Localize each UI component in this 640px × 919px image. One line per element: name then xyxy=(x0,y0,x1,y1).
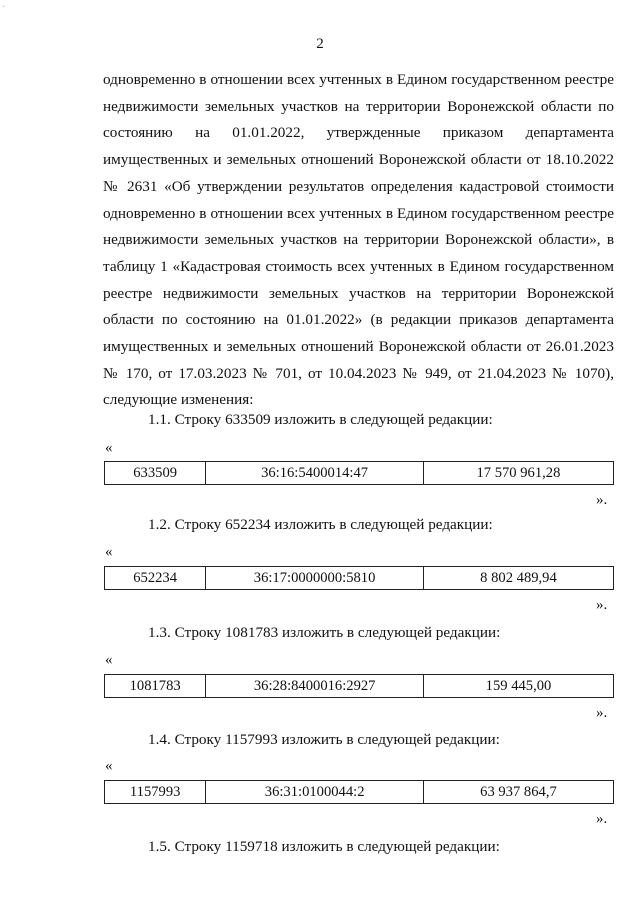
page-number: 2 xyxy=(316,36,324,52)
scan-mark: ˇ xyxy=(2,4,5,14)
quote-close: ». xyxy=(596,492,608,508)
table-row xyxy=(104,566,614,590)
body-paragraph: одновременно в отношении всех учтенных в Едином государственном реестре недвижимости земельных участков на территории Воронежской области по состоянию на 01.01.2022, утвержденные приказом департамента имущественных и земельных отношений Воронежской области от 18.10.2022 № 2631 «Об утверждении результатов определения кадастровой стоимости одновременно в отношении всех учтенных в Едином государственном реестре недвижимости земельных участков на территории Воронежской области», в таблицу 1 «Кадастровая стоимость всех учтенных в Едином государственном реестре недвижимости земельных участков на территории Воронежской области по состоянию на 01.01.2022» (в редакции приказов департамента имущественных и земельных отношений Воронежской области от 26.01.2023 № 170, от 17.03.2023 № 701, от 10.04.2023 № 949, от 21.04.2023 № 1070), следующие изменения: xyxy=(103,71,614,409)
row-number-cell: 652234 xyxy=(105,567,206,590)
cadastral-number-cell: 36:31:0100044:2 xyxy=(206,781,424,804)
table-row xyxy=(104,461,614,485)
quote-open: « xyxy=(105,758,113,774)
cadastral-value-cell: 159 445,00 xyxy=(424,675,614,698)
cadastral-value-cell: 17 570 961,28 xyxy=(423,462,613,485)
cadastral-value-cell: 63 937 864,7 xyxy=(423,781,613,804)
row-number-cell: 633509 xyxy=(105,462,206,485)
cadastral-number-cell: 36:17:0000000:5810 xyxy=(206,567,424,590)
quote-open: « xyxy=(105,544,113,560)
item-heading-1-3: 1.3. Строку 1081783 изложить в следующей редакции: xyxy=(148,624,501,641)
quote-open: « xyxy=(105,652,113,668)
table-row xyxy=(104,674,614,698)
cadastral-value-cell: 8 802 489,94 xyxy=(423,567,613,590)
item-heading-1-5: 1.5. Строку 1159718 изложить в следующей редакции: xyxy=(148,838,500,855)
cadastral-number-cell: 36:16:5400014:47 xyxy=(206,462,424,485)
cadastral-number-cell: 36:28:8400016:2927 xyxy=(206,675,424,698)
item-heading-1-1: 1.1. Строку 633509 изложить в следующей редакции: xyxy=(148,411,493,428)
quote-close: ». xyxy=(596,705,608,721)
quote-close: ». xyxy=(596,811,608,827)
item-heading-1-4: 1.4. Строку 1157993 изложить в следующей редакции: xyxy=(148,731,500,748)
item-heading-1-2: 1.2. Строку 652234 изложить в следующей редакции: xyxy=(148,516,493,533)
quote-open: « xyxy=(105,440,113,456)
row-number-cell: 1081783 xyxy=(105,675,206,698)
row-number-cell: 1157993 xyxy=(105,781,206,804)
quote-close: ». xyxy=(596,597,608,613)
table-row xyxy=(104,780,614,804)
